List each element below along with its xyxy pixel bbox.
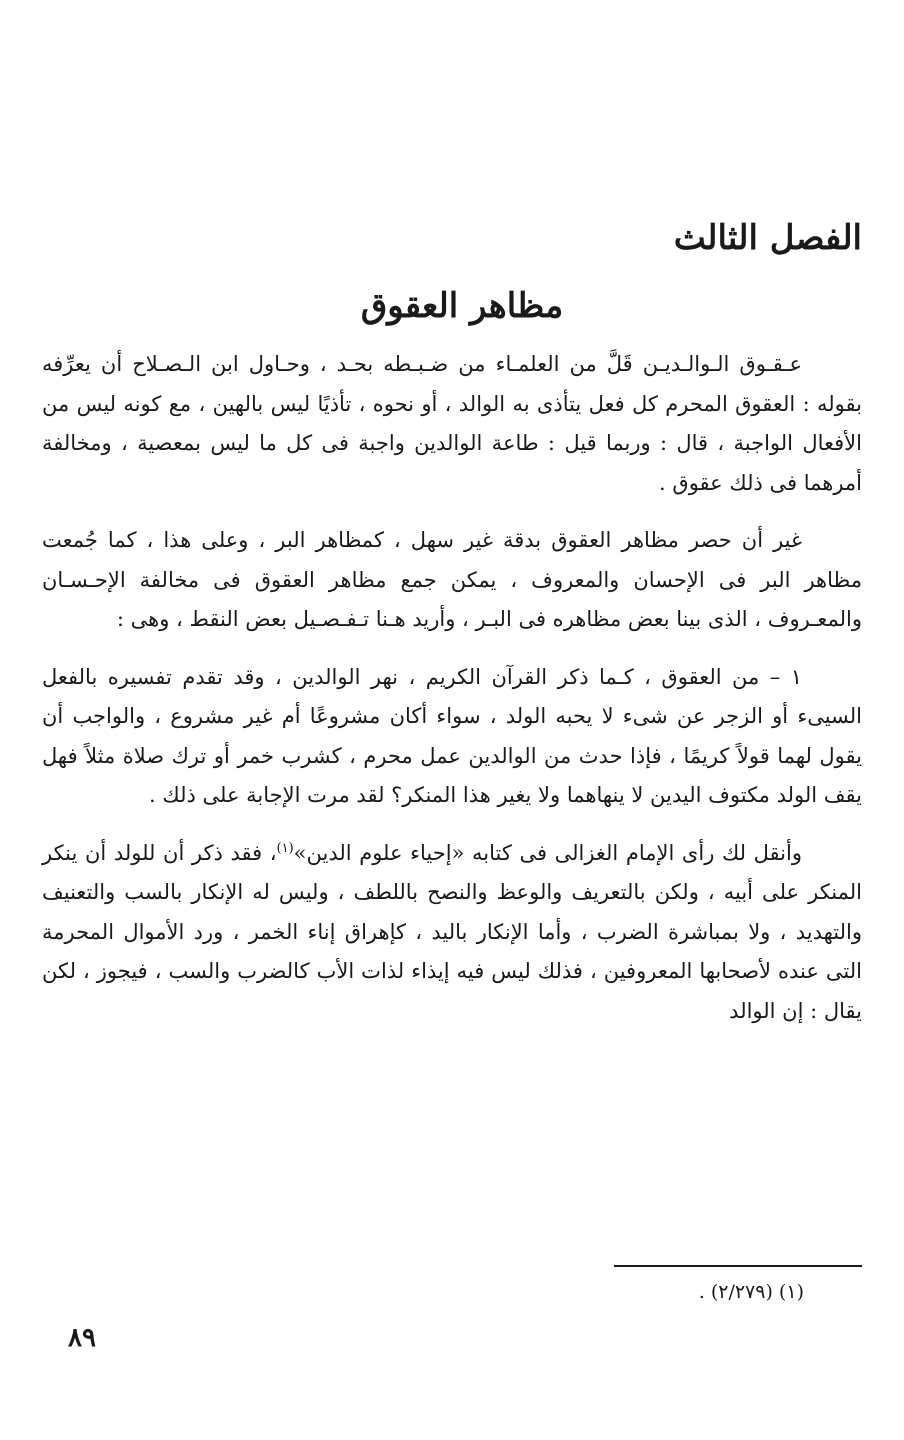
chapter-title: مظاهر العقوق bbox=[360, 286, 564, 326]
paragraph-1: عـقـوق الـوالـديـن قَلَّ من العلمـاء من ضـبـطه بحـد ، وحـاول ابن الـصـلاح أن يعرِّفه بقوله : العقوق المحرم كل فعل يتأذى به الوالد ، أو نحوه ، تأذيًا ليس بالهين ، مع كونه ليس من الأفعال الواجبة ، قال : وربما قيل : طاعة الوالدين واجبة فى كل ما ليس بمعصية ، ومخالفة أمرهما فى ذلك عقوق . bbox=[42, 352, 862, 495]
footnote-separator bbox=[614, 1265, 862, 1267]
footnote-reference: (١) bbox=[276, 840, 294, 856]
chapter-label: الفصل الثالث bbox=[673, 218, 862, 258]
footnote: (١) (٢/٢٧٩) . bbox=[698, 1281, 804, 1303]
paragraph-3: ١ – من العقوق ، كـما ذكر القرآن الكريم ، نهر الوالدين ، وقد تقدم تفسيره بالفعل السيىء أو الزجر عن شىء لا يحبه الولد ، سواء أكان مشروعًا أم غير مشروع ، والواجب أن يقول لهما قولاً كريمًا ، فإذا حدث من الوالدين عمل محرم ، كشرب خمر أو ترك صلاة مثلاً فهل يقف الولد مكتوف اليدين لا ينهاهما ولا يغير هذا المنكر؟ لقد مرت الإجابة على ذلك . bbox=[42, 664, 862, 807]
body-text bbox=[42, 345, 862, 1049]
paragraph-4 bbox=[42, 834, 862, 1032]
paragraph-4-rest: ، فقد ذكر أن للولد أن ينكر المنكر على أبيه ، ولكن بالتعريف والوعظ والنصح باللطف ، وليس له الإنكار بالسب والتعنيف والتهديد ، ولا بمباشرة الضرب ، وأما الإنكار باليد ، كإهراق إناء الخمر ، ورد الأموال المحرمة التى عنده لأصحابها المعروفين ، فذلك ليس فيه إيذاء لذات الأب كالضرب والسب ، فيجوز ، لكن يقال : إن الوالد bbox=[42, 840, 862, 1023]
paragraph-2: غير أن حصر مظاهر العقوق بدقة غير سهل ، كمظاهر البر ، وعلى هذا ، كما جُمعت مظاهر البر فى الإحسان والمعروف ، يمكن جمع مظاهر العقوق فى مخالفة الإحـسـان والمعـروف ، الذى بينا بعض مظاهره فى البـر ، وأريد هـنا تـفـصـيل بعض النقط ، وهى : bbox=[42, 528, 862, 631]
paragraph-4-lead: وأنقل لك رأى الإمام الغزالى فى كتابه «إحياء علوم الدين» bbox=[293, 840, 802, 865]
page-number: ٨٩ bbox=[68, 1323, 96, 1353]
